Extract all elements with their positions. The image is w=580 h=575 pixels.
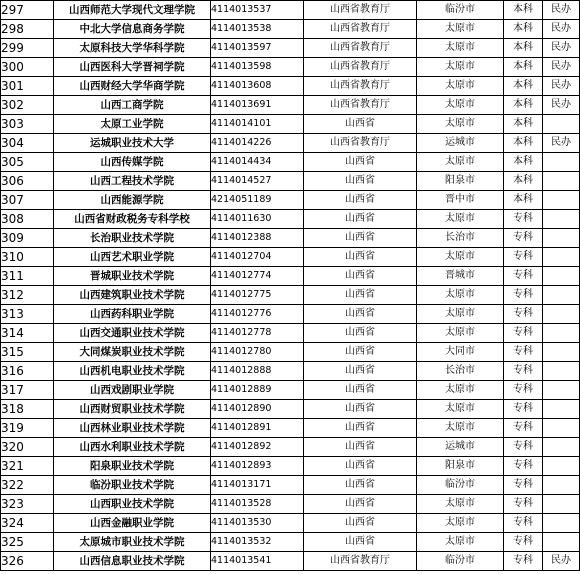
row-number-cell: 324 [1, 514, 54, 533]
authority-cell: 山西省 [304, 343, 417, 362]
school-code-cell: 4114013528 [211, 495, 304, 514]
school-name-cell: 山西金融职业学院 [54, 514, 211, 533]
table-row [1, 457, 580, 476]
row-number-cell: 325 [1, 533, 54, 552]
remark-cell: 民办 [543, 20, 580, 39]
remark-cell [543, 362, 580, 381]
school-name-cell: 太原科技大学华科学院 [54, 39, 211, 58]
school-code-cell: 4114012388 [211, 229, 304, 248]
school-name-cell: 山西省财政税务专科学校 [54, 210, 211, 229]
authority-cell: 山西省教育厅 [304, 39, 417, 58]
school-code-cell: 4114012890 [211, 400, 304, 419]
table-row [1, 77, 580, 96]
row-number-cell: 310 [1, 248, 54, 267]
school-name-cell: 长治职业技术学院 [54, 229, 211, 248]
city-cell: 太原市 [417, 39, 504, 58]
authority-cell: 山西省 [304, 210, 417, 229]
city-cell: 太原市 [417, 77, 504, 96]
remark-cell [543, 324, 580, 343]
remark-cell [543, 381, 580, 400]
remark-cell [543, 153, 580, 172]
school-name-cell: 山西建筑职业技术学院 [54, 286, 211, 305]
remark-cell [543, 495, 580, 514]
school-name-cell: 山西传媒学院 [54, 153, 211, 172]
row-number-cell: 309 [1, 229, 54, 248]
authority-cell: 山西省教育厅 [304, 77, 417, 96]
remark-cell [543, 476, 580, 495]
remark-cell [543, 400, 580, 419]
school-name-cell: 山西工程技术学院 [54, 172, 211, 191]
school-name-cell: 晋城职业技术学院 [54, 267, 211, 286]
table-row [1, 153, 580, 172]
remark-cell [543, 305, 580, 324]
school-code-cell: 4114013598 [211, 58, 304, 77]
school-code-cell: 4114012776 [211, 305, 304, 324]
table-row [1, 20, 580, 39]
remark-cell: 民办 [543, 58, 580, 77]
authority-cell: 山西省 [304, 438, 417, 457]
school-code-cell: 4114012704 [211, 248, 304, 267]
school-name-cell: 太原工业学院 [54, 115, 211, 134]
row-number-cell: 311 [1, 267, 54, 286]
city-cell: 太原市 [417, 381, 504, 400]
level-cell: 专科 [504, 400, 543, 419]
authority-cell: 山西省 [304, 229, 417, 248]
level-cell: 专科 [504, 248, 543, 267]
authority-cell: 山西省 [304, 153, 417, 172]
row-number-cell: 307 [1, 191, 54, 210]
school-code-cell: 4114012774 [211, 267, 304, 286]
level-cell: 专科 [504, 476, 543, 495]
table-row [1, 438, 580, 457]
school-code-cell: 4114013530 [211, 514, 304, 533]
level-cell: 本科 [504, 1, 543, 20]
city-cell: 太原市 [417, 305, 504, 324]
remark-cell [543, 229, 580, 248]
table-row [1, 533, 580, 552]
table-row [1, 229, 580, 248]
remark-cell: 民办 [543, 96, 580, 115]
school-name-cell: 中北大学信息商务学院 [54, 20, 211, 39]
school-code-cell: 4114013691 [211, 96, 304, 115]
school-name-cell: 山西职业技术学院 [54, 495, 211, 514]
level-cell: 本科 [504, 153, 543, 172]
city-cell: 大同市 [417, 343, 504, 362]
city-cell: 运城市 [417, 438, 504, 457]
row-number-cell: 320 [1, 438, 54, 457]
city-cell: 太原市 [417, 153, 504, 172]
table-row [1, 305, 580, 324]
remark-cell [543, 115, 580, 134]
city-cell: 阳泉市 [417, 172, 504, 191]
level-cell: 专科 [504, 514, 543, 533]
level-cell: 专科 [504, 286, 543, 305]
level-cell: 专科 [504, 419, 543, 438]
row-number-cell: 317 [1, 381, 54, 400]
authority-cell: 山西省 [304, 172, 417, 191]
remark-cell [543, 248, 580, 267]
level-cell: 专科 [504, 343, 543, 362]
remark-cell [543, 438, 580, 457]
city-cell: 太原市 [417, 495, 504, 514]
city-cell: 临汾市 [417, 476, 504, 495]
table-row [1, 400, 580, 419]
level-cell: 专科 [504, 533, 543, 552]
table-row [1, 286, 580, 305]
school-code-cell: 4114012891 [211, 419, 304, 438]
row-number-cell: 315 [1, 343, 54, 362]
city-cell: 太原市 [417, 400, 504, 419]
school-code-cell: 4114012888 [211, 362, 304, 381]
level-cell: 专科 [504, 495, 543, 514]
level-cell: 专科 [504, 324, 543, 343]
table-row [1, 419, 580, 438]
row-number-cell: 297 [1, 1, 54, 20]
city-cell: 太原市 [417, 115, 504, 134]
city-cell: 太原市 [417, 324, 504, 343]
school-code-cell: 4114014226 [211, 134, 304, 153]
table-row [1, 267, 580, 286]
school-name-cell: 山西水利职业技术学院 [54, 438, 211, 457]
remark-cell [543, 343, 580, 362]
school-name-cell: 山西药科职业学院 [54, 305, 211, 324]
table-row [1, 96, 580, 115]
row-number-cell: 298 [1, 20, 54, 39]
school-name-cell: 山西信息职业技术学院 [54, 552, 211, 571]
city-cell: 太原市 [417, 20, 504, 39]
authority-cell: 山西省 [304, 381, 417, 400]
school-code-cell: 4214051189 [211, 191, 304, 210]
school-code-cell: 4114013532 [211, 533, 304, 552]
level-cell: 专科 [504, 210, 543, 229]
school-name-cell: 运城职业技术大学 [54, 134, 211, 153]
authority-cell: 山西省教育厅 [304, 20, 417, 39]
row-number-cell: 312 [1, 286, 54, 305]
remark-cell [543, 419, 580, 438]
school-name-cell: 山西财经大学华商学院 [54, 77, 211, 96]
remark-cell [543, 210, 580, 229]
school-code-cell: 4114011630 [211, 210, 304, 229]
school-code-cell: 4114013597 [211, 39, 304, 58]
school-name-cell: 山西能源学院 [54, 191, 211, 210]
level-cell: 本科 [504, 58, 543, 77]
authority-cell: 山西省教育厅 [304, 134, 417, 153]
school-name-cell: 临汾职业技术学院 [54, 476, 211, 495]
row-number-cell: 305 [1, 153, 54, 172]
table-row [1, 362, 580, 381]
authority-cell: 山西省 [304, 533, 417, 552]
school-name-cell: 山西财贸职业技术学院 [54, 400, 211, 419]
authority-cell: 山西省 [304, 324, 417, 343]
table-row [1, 343, 580, 362]
city-cell: 太原市 [417, 58, 504, 77]
row-number-cell: 314 [1, 324, 54, 343]
city-cell: 阳泉市 [417, 457, 504, 476]
authority-cell: 山西省教育厅 [304, 1, 417, 20]
table-row [1, 191, 580, 210]
level-cell: 本科 [504, 115, 543, 134]
table-row [1, 134, 580, 153]
level-cell: 专科 [504, 362, 543, 381]
city-cell: 太原市 [417, 419, 504, 438]
remark-cell: 民办 [543, 77, 580, 96]
table-row [1, 115, 580, 134]
city-cell: 晋城市 [417, 267, 504, 286]
school-code-cell: 4114012780 [211, 343, 304, 362]
city-cell: 临汾市 [417, 1, 504, 20]
row-number-cell: 306 [1, 172, 54, 191]
school-code-cell: 4114012775 [211, 286, 304, 305]
row-number-cell: 321 [1, 457, 54, 476]
authority-cell: 山西省 [304, 514, 417, 533]
city-cell: 太原市 [417, 514, 504, 533]
authority-cell: 山西省 [304, 191, 417, 210]
row-number-cell: 299 [1, 39, 54, 58]
city-cell: 太原市 [417, 533, 504, 552]
level-cell: 本科 [504, 172, 543, 191]
level-cell: 本科 [504, 39, 543, 58]
authority-cell: 山西省教育厅 [304, 96, 417, 115]
school-code-cell: 4114013608 [211, 77, 304, 96]
school-code-cell: 4114013538 [211, 20, 304, 39]
remark-cell: 民办 [543, 134, 580, 153]
remark-cell: 民办 [543, 1, 580, 20]
school-code-cell: 4114012893 [211, 457, 304, 476]
school-code-cell: 4114013171 [211, 476, 304, 495]
remark-cell [543, 514, 580, 533]
level-cell: 专科 [504, 229, 543, 248]
row-number-cell: 316 [1, 362, 54, 381]
level-cell: 专科 [504, 305, 543, 324]
authority-cell: 山西省 [304, 362, 417, 381]
city-cell: 晋中市 [417, 191, 504, 210]
remark-cell [543, 191, 580, 210]
school-name-cell: 山西医科大学晋祠学院 [54, 58, 211, 77]
school-name-cell: 山西林业职业技术学院 [54, 419, 211, 438]
remark-cell [543, 457, 580, 476]
level-cell: 本科 [504, 191, 543, 210]
table-row [1, 495, 580, 514]
school-code-cell: 4114012778 [211, 324, 304, 343]
school-name-cell: 阳泉职业技术学院 [54, 457, 211, 476]
authority-cell: 山西省 [304, 248, 417, 267]
level-cell: 本科 [504, 77, 543, 96]
authority-cell: 山西省 [304, 305, 417, 324]
authority-cell: 山西省教育厅 [304, 552, 417, 571]
table-row [1, 514, 580, 533]
school-name-cell: 太原城市职业技术学院 [54, 533, 211, 552]
level-cell: 专科 [504, 457, 543, 476]
authority-cell: 山西省 [304, 400, 417, 419]
remark-cell [543, 286, 580, 305]
authority-cell: 山西省 [304, 286, 417, 305]
authority-cell: 山西省 [304, 457, 417, 476]
table-row [1, 324, 580, 343]
school-name-cell: 山西工商学院 [54, 96, 211, 115]
row-number-cell: 303 [1, 115, 54, 134]
school-code-cell: 4114012892 [211, 438, 304, 457]
table-row [1, 381, 580, 400]
row-number-cell: 323 [1, 495, 54, 514]
city-cell: 太原市 [417, 286, 504, 305]
authority-cell: 山西省 [304, 476, 417, 495]
school-code-cell: 4114014527 [211, 172, 304, 191]
remark-cell: 民办 [543, 552, 580, 571]
row-number-cell: 308 [1, 210, 54, 229]
authority-cell: 山西省 [304, 419, 417, 438]
remark-cell: 民办 [543, 39, 580, 58]
level-cell: 专科 [504, 267, 543, 286]
city-cell: 太原市 [417, 210, 504, 229]
table-row [1, 552, 580, 571]
authority-cell: 山西省 [304, 267, 417, 286]
level-cell: 专科 [504, 438, 543, 457]
table-row [1, 248, 580, 267]
remark-cell [543, 533, 580, 552]
authority-cell: 山西省 [304, 495, 417, 514]
authority-cell: 山西省 [304, 115, 417, 134]
row-number-cell: 302 [1, 96, 54, 115]
city-cell: 长治市 [417, 229, 504, 248]
table-row [1, 39, 580, 58]
table-row [1, 210, 580, 229]
table-row [1, 1, 580, 20]
level-cell: 本科 [504, 20, 543, 39]
city-cell: 临汾市 [417, 552, 504, 571]
row-number-cell: 322 [1, 476, 54, 495]
remark-cell [543, 172, 580, 191]
school-name-cell: 山西交通职业技术学院 [54, 324, 211, 343]
city-cell: 运城市 [417, 134, 504, 153]
school-code-cell: 4114012889 [211, 381, 304, 400]
authority-cell: 山西省教育厅 [304, 58, 417, 77]
school-code-cell: 4114014434 [211, 153, 304, 172]
table-row [1, 172, 580, 191]
level-cell: 本科 [504, 134, 543, 153]
row-number-cell: 300 [1, 58, 54, 77]
remark-cell [543, 267, 580, 286]
school-name-cell: 山西戏剧职业学院 [54, 381, 211, 400]
city-cell: 太原市 [417, 96, 504, 115]
table-row [1, 476, 580, 495]
table-row [1, 58, 580, 77]
row-number-cell: 326 [1, 552, 54, 571]
level-cell: 本科 [504, 96, 543, 115]
row-number-cell: 319 [1, 419, 54, 438]
row-number-cell: 301 [1, 77, 54, 96]
school-code-cell: 4114013541 [211, 552, 304, 571]
row-number-cell: 304 [1, 134, 54, 153]
city-cell: 长治市 [417, 362, 504, 381]
row-number-cell: 313 [1, 305, 54, 324]
school-code-cell: 4114014101 [211, 115, 304, 134]
school-code-cell: 4114013537 [211, 1, 304, 20]
level-cell: 专科 [504, 552, 543, 571]
city-cell: 太原市 [417, 248, 504, 267]
school-name-cell: 山西师范大学现代文理学院 [54, 1, 211, 20]
school-name-cell: 山西艺术职业学院 [54, 248, 211, 267]
level-cell: 专科 [504, 381, 543, 400]
school-name-cell: 大同煤炭职业技术学院 [54, 343, 211, 362]
table-body [1, 1, 580, 571]
row-number-cell: 318 [1, 400, 54, 419]
school-name-cell: 山西机电职业技术学院 [54, 362, 211, 381]
